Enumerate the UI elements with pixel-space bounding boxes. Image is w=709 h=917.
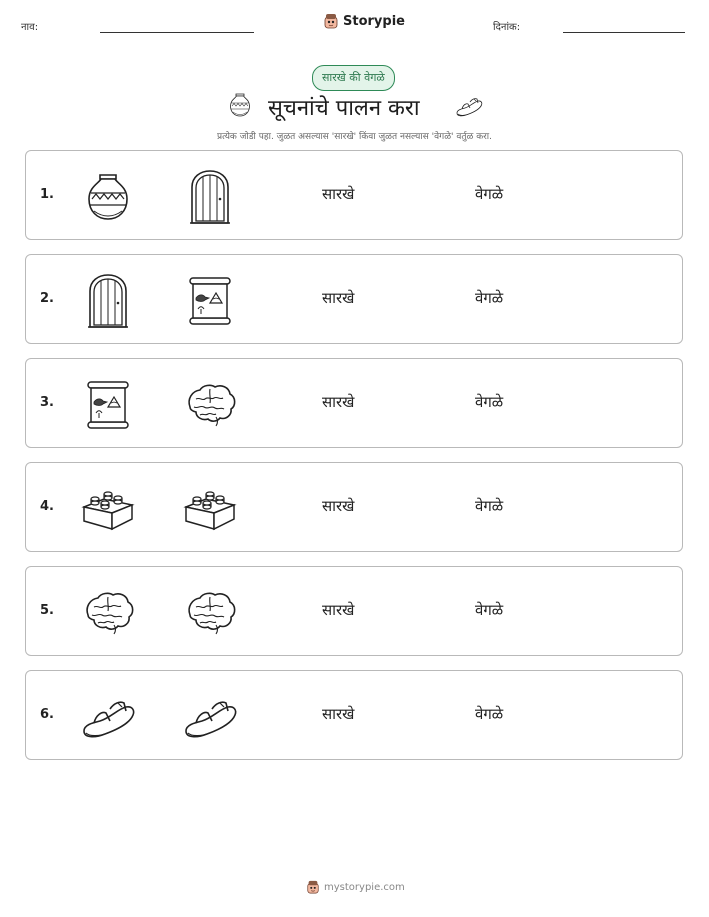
option-different[interactable]: वेगळे [475, 601, 504, 619]
instruction-text: प्रत्येक जोडी पहा. जुळत असल्यास 'सारखे' किंवा जुळत नसल्यास 'वेगळे' वर्तुळ करा. [216, 132, 492, 142]
page-title: सूचनांचे पालन करा [268, 96, 420, 121]
question-number: 5. [40, 603, 54, 618]
option-different[interactable]: वेगळे [475, 289, 504, 307]
option-same[interactable]: सारखे [322, 289, 355, 307]
name-label: नाव: [21, 22, 39, 33]
lego-brick-icon [80, 481, 136, 537]
storypie-mascot-icon [323, 13, 339, 29]
option-same[interactable]: सारखे [322, 393, 355, 411]
question-row [25, 358, 683, 448]
sandal-icon [182, 689, 238, 745]
option-different[interactable]: वेगळे [475, 497, 504, 515]
option-different[interactable]: वेगळे [475, 185, 504, 203]
option-different[interactable]: वेगळे [475, 393, 504, 411]
question-row [25, 150, 683, 240]
door-icon [80, 273, 136, 329]
question-row [25, 566, 683, 656]
lego-brick-icon [182, 481, 238, 537]
brain-icon [80, 585, 136, 641]
option-same[interactable]: सारखे [322, 601, 355, 619]
option-same[interactable]: सारखे [322, 497, 355, 515]
scroll-icon [182, 273, 238, 329]
question-row [25, 254, 683, 344]
option-same[interactable]: सारखे [322, 185, 355, 203]
question-row [25, 462, 683, 552]
question-number: 6. [40, 707, 54, 722]
brand-logo [323, 13, 405, 29]
pot-icon [80, 169, 136, 225]
storypie-mascot-icon [306, 880, 320, 894]
scroll-icon [80, 377, 136, 433]
brain-icon [182, 585, 238, 641]
option-different[interactable]: वेगळे [475, 705, 504, 723]
date-line[interactable] [563, 32, 685, 33]
option-same[interactable]: सारखे [322, 705, 355, 723]
date-label: दिनांक: [493, 22, 521, 33]
sandal-icon [454, 92, 484, 120]
name-line[interactable] [100, 32, 254, 33]
sandal-icon [80, 689, 136, 745]
footer [306, 880, 405, 894]
door-icon [182, 169, 238, 225]
footer-url: mystorypie.com [324, 881, 405, 893]
question-number: 2. [40, 291, 54, 306]
question-number: 4. [40, 499, 54, 514]
question-number: 3. [40, 395, 54, 410]
category-badge: सारखे की वेगळे [312, 65, 395, 91]
brand-name: Storypie [343, 13, 405, 29]
question-row [25, 670, 683, 760]
pot-icon [226, 90, 254, 120]
question-number: 1. [40, 187, 54, 202]
brain-icon [182, 377, 238, 433]
